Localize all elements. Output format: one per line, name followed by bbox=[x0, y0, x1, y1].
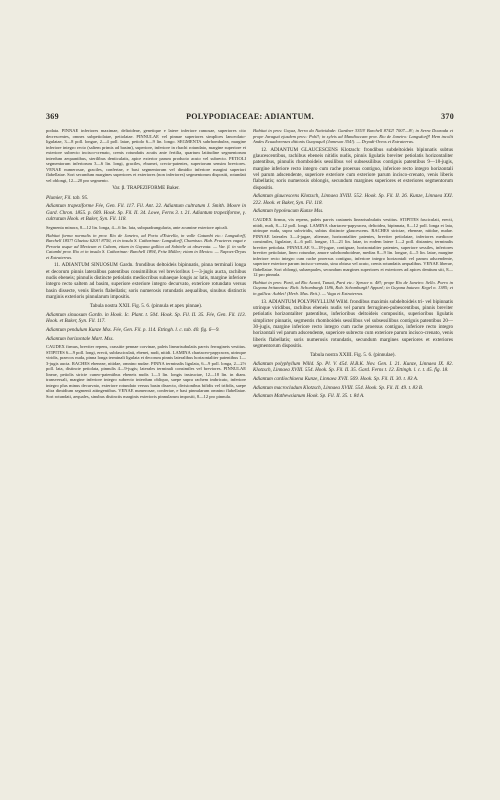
paragraph: Var. β. TRAPEZIFORME Baker. bbox=[112, 185, 180, 192]
paragraph: Tabula nostra XXIII. Fig. 5. 6. (pinnulae). bbox=[310, 351, 396, 358]
paragraph: Adiantum cardiochlaena Kunze, Linnaea XVII. 569. Hook. Sp. Fil. II. 30. t. 83 A. bbox=[253, 375, 419, 382]
right-text-column bbox=[253, 128, 453, 402]
paragraph: 11. ADIANTUM SINUOSUM Gardn. frondibus deltoideis bipinnatis, pinna terminali longa et decorum pinnis lateralibus patentibus consimilibus vel brevioribus 1—3-jugis aucta, rachibus nudis ebeneis; pinnulis distincte petiolatis mediocribus subaeque longis ac latis, margine inferiore integro recto saltem ad basim, superiore exteriore integro decurvato, exteriore rotundato versus basin dissecte, venis liberis flabellatis; soris numerosis rotundatis aequalibus, sinubus distinctis marginis exterioris pinnularum impositis. bbox=[46, 262, 246, 300]
page-header bbox=[46, 112, 454, 124]
paragraph: CAUDEX firmus, breviter repens, crassitie pennae corvinae, paleis linearisubulatis parvis ferrugineis vestitus. STIPITES 6—9 poll. longi, erecti, subfasciculati, ebenei, nudi, nitidi. LAMINA chartaceo-papyracea, utrinque viridis, praecox nuda, pinna longa terminali ligulata et decorum pinnis lateralibus horizontaliter patentibus 1—3-jugis aucta. RACHES ebeneae, nitidae, omnino nudae. PINNA terminalis ligulata, 6—9 poll. longa, 2—2½ poll. lata, distincte petiolata, pinnulis 4—9-jugis; laterales terminali consimiles vel breviores. PINNULAE lineae, petiolis stricte cuneo-patentibus ebeneis nudis 1—3 lin. longis instructae, 12—18 lin. in diam. transversali, margine inferiore integro subrecto interdum obliquo, saepe supra rachem imbricato, inferiore integro plus minus decurvato, exteriore rotundato versus basin dissecto, divisionibus bifidis vel trifidis, saepe ultra dimidium segmenti attingentibus. VENAE numerosae, confertae, e basi pinnularum omnino flabellatae. Sori rotundati, aequales, sinubus distinctis marginis exterioris pinnularum impositi, 8—12 pro pinnula. bbox=[46, 344, 246, 399]
paragraph: Adiantum glaucescens Klotzsch, Linnaea XVIII. 552. Hook. Sp. Fil. II. 26. Kunze, Linnaea XXI. 222. Hook. et Baker, Syn. Fil. 118. bbox=[253, 193, 453, 206]
paragraph: CAUDEX firmus, vix repens, paleis parvis castaneis linearisubulatis vestitus. STIPITES fasciculati, erecti, nitidi, nudi, 8—12 poll. longi. LAMINA chartaceo-papyracea, deltoidea, bipinnata, 8—12 poll. longa et lata, utrinque nuda, supra subviridis, subtus distincte glaucescens. RACHES strictae, ebeneae, nitidae, nudae. PINNAE laterales 3—4-jugae, alternae, horizontaliter patentes, breviter petiolatae, inferiores mediocre consimiles, ligulatae, 4—6 poll. longae, 15—21 lin. latae, in eodem latere 1—2 poll. distantes; terminalis breviter petiolata. PINNULAE 9—18-jugae, contiguae, horizontaliter patentes, superiore sessiles, inferiores breviter petiolatae, lineo rotundae, amore subrhomboideae, medias 8—9 lin. longae, 4—5 lin. latae, margine inferiore recto integro cum rache proersus contiguo, inferiore integro horizontali vel parum adscendente, superiore exteriore parum incisco-crenato, sinu obtuso vel acuto, crenis rotundatis aequalibus. VENAE liberae, flabellatae. Sori oblongi, subaequales, secundum margines superiores et exteriores ad apices dentium siti, 8—12 pro pinnula. bbox=[253, 217, 453, 278]
paragraph: Adiantum hypoleucum Kunze Mss. bbox=[253, 208, 324, 215]
paragraph: Tabula nostra XXII. Fig. 5. 6. (pinnula et apex pinnae). bbox=[89, 302, 203, 309]
left-text-column bbox=[46, 128, 246, 402]
paragraph: Adiantum sinuosum Gardn. in Hook. Ic. Plant. t. 504. Hook. Sp. Fil. II. 35. Fée, Gen. Fil. 113. Hook. et Baker, Syn. Fil. 117. bbox=[46, 311, 246, 325]
paragraph: podata. PINNAE inferiores maximae, deltoideae, genetique e latere inferiore ramosae, superiores cito decrescentes, omnes subpetiolatae, petiolatae. PINNULAE vel pinnae superiores simplices lanceolato-ligulatae, 3—8 poll. longae, 2—4 poll. latae, petiolo 6—9 lin. longo. SEGMENTA subrhombulea, margine inferiore integro recto (saltem primis ad basim), superiore, inferiore in rhachi rotundato, margine superiore et exteriore subrecto incisco-crenato, crenis rotundatis acutis ante fertilia, quartum latitudine segmentorum interdum aequantibus, sterilibus denticulatis, apice exterior parum producto acuto vel subrecto. PETIOLI segmentorum inferiorum 3—6 lin. longi, graciles, eburnei, crecto-patentes, superiorum sensim breviores. VENAE numerosae, graciles, confertae, e basi segmentorum vel dimidio inferiore margini superiori flabellatae. Sori secundum margines superiores et exteriores (non inferiores) segmentorum dispositi, rotundati vel oblongi, 12—20 pro segmento. bbox=[46, 128, 246, 183]
running-title: POLYPODIACEAE: ADIANTUM. bbox=[186, 112, 314, 121]
paragraph: Segmenta minora, 8—12 lin. longa, 4—6 lin. lata, subquadrangularia, ante acumine exteriore apicali. bbox=[46, 224, 229, 230]
paragraph: Habitat in prov. Goyaz, Serra da Natividade: Gardner 3353! Burchell 8742! 7007—8!; in Serra Dourada et prope Jaraguá ejusdem prov.: Pohl!; in sylvis ad Mandioccam prov. Rio de Janeiro: Langsdorff! Hem incolit Andes Ecuadorenses ditionis Guayaquil (Jameson 354!). — Dryadi-Oreos et Extraterras. bbox=[253, 128, 453, 144]
paragraph: Habitat in prov. Pará, ad Rio Acará, Tunaú, Pará etc.: Spruce n. 48!; prope Rio de Janeiro: Sello. Porro in Guyana britannica: Rich. Schomburgk 1186, Rob. Schomburgk! Appun!; in Guyana batava: Kegel n. 1385; et in gallica: Aublet! (Herb. Mus. Brit.). — Vaga et Extraterras. bbox=[253, 279, 453, 296]
right-page-number: 370 bbox=[441, 112, 454, 121]
paragraph: Adiantum Mathewsianum Hook. Sp. Fil. II. 35. t. 84 A. bbox=[253, 393, 365, 400]
paragraph: 13. ADIANTUM POLYPHYLLUM Willd. frondibus maximis subdeltoideis tri- vel bipinnatis utrinque viridibus, rachibus ebeneis nudis vel parum ferrugineo-pubescentibus, pinnis breviter petiolatis horizontaliter patentibus, inferioribus deltoideis compositis, superioribus ligulatis simplicter pinnatis, segmentis rhomboideis sessilibus vel subsessilibus contiguis patentibus 20—30-jugis, margine inferiore recto integro cum rache proersus contiguo, inferiore recto integro horizontali vel parum adscendente, superiore subrecto cum exteriore parum incisco-crenato, venis liberis flabellatis; soris numerosis rotundatis, secundum margines superiores et exteriores segmentorum dispositis. bbox=[253, 298, 453, 349]
paragraph: 12. ADIANTUM GLAUCESCENS Klotzsch: frondibus subdeltoideis bipinnatis subtus glaucescentibus, rachibus ebeneis nitidis nudis, pinnis ligulatis breviter petiolatis horizontaliter patentibus, pinnulis rhomboideis sessilibus vel subsessilibus contiguis patentibus 9—18-jugis, margine inferiore recto integro cum rache proersus contiguo, inferiore recto integro horizontali vel parum adscendente, superiore exteriore cum exteriore parum incisco-crenato, venis liberis flabellatis; soris numerosis oblongis, secundum margines superiores et exteriores segmentorum dispositis. bbox=[253, 146, 453, 191]
paragraph: Adiantum horizontale Mart. Mss. bbox=[46, 335, 114, 342]
paragraph: Adiantum trapeziforme Fée, Gen. Fil. 117. Fil. Ant. 22. Adiantum cultratum J. Smith. Moore in Gard. Chron. 1855. p. 609. Hook. Sp. Fil. II. 34. Lowe, Ferns 3. t. 21. Adiantum trapeziforme, γ. cultratum Hook. et Baker, Syn. Fil. 118. bbox=[46, 203, 246, 222]
paragraph: Adiantum macrocladum Klotzsch, Linnaea XVIII. 554. Hook. Sp. Fil. II. 49. t. 83 B. bbox=[253, 384, 424, 391]
paragraph: Adiantum pendulum Kunze Mss. Fée, Gen. Fil. p. 114. Ettingh. l. c. tab. 40. fig. 6—9. bbox=[46, 326, 220, 333]
paragraph: Adiantum polyphyllum Willd. Sp. Pl. V. 454. H.B.K. Nov. Gen. I. 21. Kunze, Linnaea IX. 82. Klotzsch, Linnaea XVIII. 554. Hook. Sp. Fil. II. 35. Gard. Ferns t. 12. Ettingh. l. c. t. 45. fig. 18. bbox=[253, 360, 453, 374]
paragraph: Habitat forma normalis in prov. Rio de Janeiro, ad Porto d'Estrella, in valle Catumbi etc.: Langsdorff, Burchell 1857! Glaziou 6201! 8750, et in insula S. Catharinae: Langsdorff, Chamisso. Hab. Fructeres vagat e Peruvia usque ad Mexicum et Cubam, etiam in Guyana gallica ad Sobieile ut observata. — Var. β. in valle Catumbi prov. Rio et in insula S. Catharinae: Burchell 1894, Fritz Müller; etiam in Mexico. — Napoes-Dryas et Extraterras. bbox=[46, 232, 246, 260]
paragraph: Plumier, Fil. tab. 95. bbox=[46, 194, 89, 201]
left-page-number: 369 bbox=[46, 112, 59, 121]
